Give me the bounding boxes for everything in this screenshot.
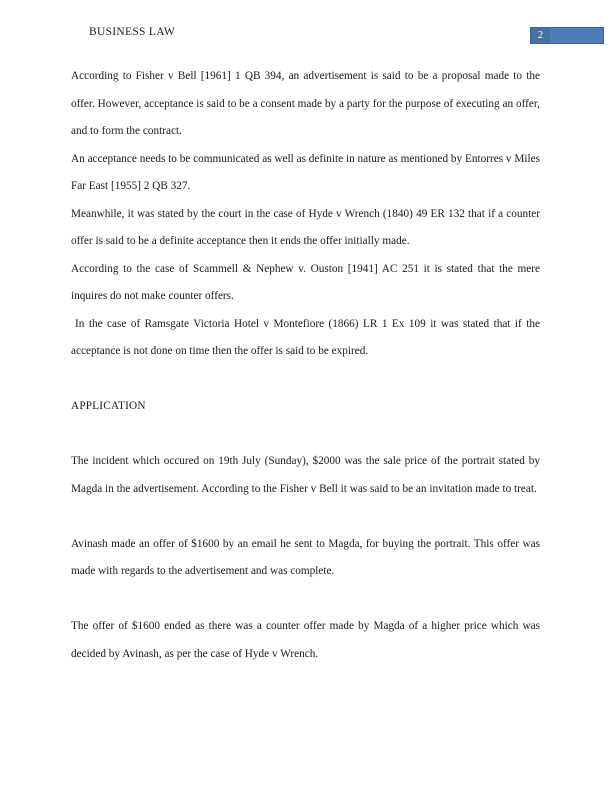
paragraph-entorres: An acceptance needs to be communicated as well as definite in nature as mentioned by Entorres v Miles Far East [1955] 2 QB 327. <box>71 152 540 192</box>
header-title: BUSINESS LAW <box>89 26 176 38</box>
page-number: 2 <box>531 28 550 43</box>
paragraph-ramsgate: In the case of Ramsgate Victoria Hotel v Montefiore (1866) LR 1 Ex 109 it was stated that if the acceptance is not done on time then the offer is said to be expired. <box>71 317 540 357</box>
paragraph-hyde-v-wrench: Meanwhile, it was stated by the court in the case of Hyde v Wrench (1840) 49 ER 132 that if a counter offer is said to be a definite acceptance then it ends the offer initially made. <box>71 207 540 247</box>
document-body <box>71 63 540 668</box>
section-heading-application: APPLICATION <box>71 400 146 412</box>
paragraph-scammell-nephew: According to the case of Scammell & Nephew v. Ouston [1941] AC 251 it is stated that the mere inquires do not make counter offers. <box>71 262 540 302</box>
paragraph-avinash-offer: Avinash made an offer of $1600 by an email he sent to Magda, for buying the portrait. This offer was made with regards to the advertisement and was complete. <box>71 537 540 577</box>
page-number-box <box>530 27 604 44</box>
paragraph-counter-offer: The offer of $1600 ended as there was a counter offer made by Magda of a higher price which was decided by Avinash, as per the case of Hyde v Wrench. <box>71 620 540 660</box>
paragraph-incident: The incident which occured on 19th July (Sunday), $2000 was the sale price of the portrait stated by Magda in the advertisement. According to the Fisher v Bell it was said to be an invitation made to treat. <box>71 455 540 495</box>
paragraph-fisher-v-bell: According to Fisher v Bell [1961] 1 QB 394, an advertisement is said to be a proposal made to the offer. However, acceptance is said to be a consent made by a party for the purpose of executing an offer, and to form the contract. <box>71 70 540 137</box>
